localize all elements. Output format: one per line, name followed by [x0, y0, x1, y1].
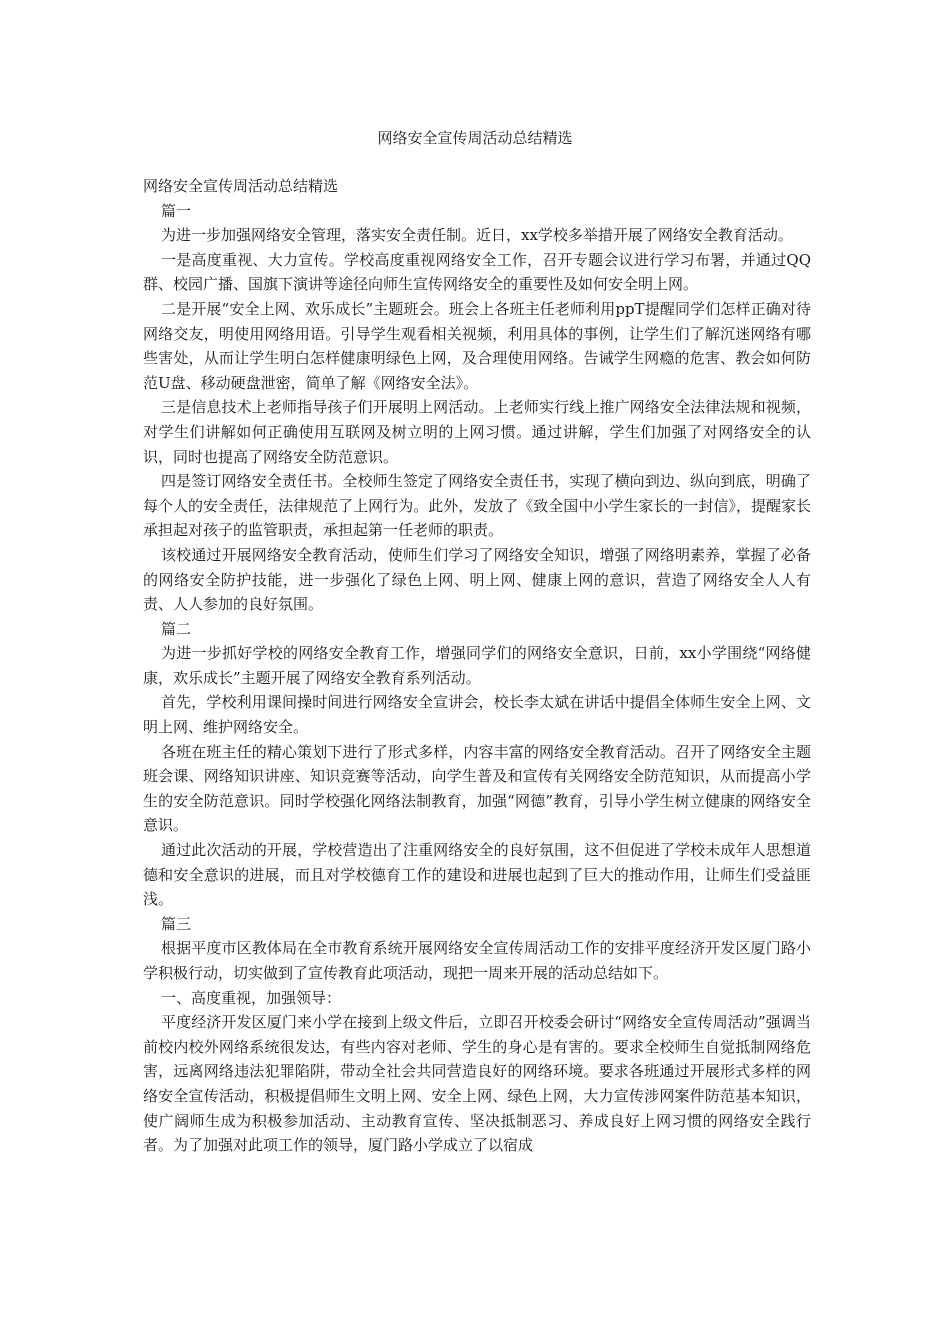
- document-title: 网络安全宣传周活动总结精选: [377, 129, 573, 147]
- paragraph: 三是信息技术上老师指导孩子们开展明上网活动。上老师实行线上推广网络安全法律法规和视频，对学生们讲解如何正确使用互联网及树立明的上网习惯。通过讲解，学生们加强了对网络安全的认识，同时也提高了网络安全防范意识。: [143, 398, 811, 466]
- paragraph: 二是开展“安全上网、欢乐成长”主题班会。班会上各班主任老师利用ppT提醒同学们怎样正确对待网络交友，明使用网络用语。引导学生观看相关视频，利用具体的事例，让学生们了解沉迷网络有哪些害处，从而让学生明白怎样健康明绿色上网，及合理使用网络。告诫学生网瘾的危害、教会如何防范U盘、移动硬盘泄密，简单了解《网络安全法》。: [143, 299, 811, 392]
- paragraph: 根据平度市区教体局在全市教育系统开展网络安全宣传周活动工作的安排平度经济开发区厦门路小学积极行动，切实做到了宣传教育此项活动，现把一周来开展的活动总结如下。: [143, 939, 811, 982]
- document-body: [143, 174, 811, 1158]
- paragraph: 通过此次活动的开展，学校营造出了注重网络安全的良好氛围，这不但促进了学校未成年人思想道德和安全意识的进展，而且对学校德育工作的建设和进展也起到了巨大的推动作用，让师生们受益匪浅。: [143, 841, 811, 909]
- paragraph: 一是高度重视、大力宣传。学校高度重视网络安全工作，召开专题会议进行学习布署，并通过QQ群、校园广播、国旗下演讲等途径向师生宣传网络安全的重要性及如何安全明上网。: [143, 250, 811, 294]
- paragraph: 各班在班主任的精心策划下进行了形式多样，内容丰富的网络安全教育活动。召开了网络安全主题班会课、网络知识讲座、知识竞赛等活动，向学生普及和宣传有关网络安全防范知识，从而提高小学生的安全防范意识。同时学校强化网络法制教育，加强“网德”教育，引导小学生树立健康的网络安全意识。: [143, 742, 811, 835]
- section-heading-3: 篇三: [161, 914, 192, 933]
- paragraph: 平度经济开发区厦门来小学在接到上级文件后，立即召开校委会研讨“网络安全宣传周活动”强调当前校内校外网络系统很发达，有些内容对老师、学生的身心是有害的。要求全校师生自觉抵制网络危害，远离网络违法犯罪陷阱，带动全社会共同营造良好的网络环境。要求各班通过开展形式多样的网络安全宣传活动，积极提倡师生文明上网、安全上网、绿色上网，大力宣传涉网案件防范基本知识，使广阔师生成为积极参加活动、主动教育宣传、坚决抵制恶习、养成良好上网习惯的网络安全践行者。为了加强对此项工作的领导，厦门路小学成立了以宿成: [143, 1013, 811, 1155]
- paragraph: 为进一步加强网络安全管理，落实安全责任制。近日，xx学校多举措开展了网络安全教育活动。: [161, 226, 793, 245]
- subsection-heading: 一、高度重视，加强领导：: [161, 988, 342, 1007]
- document-subtitle: 网络安全宣传周活动总结精选: [143, 177, 339, 195]
- section-heading-2: 篇二: [161, 619, 192, 638]
- paragraph: 为进一步抓好学校的网络安全教育工作，增强同学们的网络安全意识，日前，xx小学围绕“网络健康，欢乐成长”主题开展了网络安全教育系列活动。: [143, 644, 811, 687]
- paragraph: 首先，学校利用课间操时间进行网络安全宣讲会，校长李太斌在讲话中提倡全体师生安全上网、文明上网、维护网络安全。: [143, 693, 811, 737]
- section-heading-1: 篇一: [161, 201, 192, 220]
- paragraph: 四是签订网络安全责任书。全校师生签定了网络安全责任书，实现了横向到边、纵向到底，明确了每个人的安全责任，法律规范了上网行为。此外，发放了《致全国中小学生家长的一封信》，提醒家长承担起对孩子的监管职责，承担起第一任老师的职责。: [143, 472, 811, 540]
- paragraph: 该校通过开展网络安全教育活动，使师生们学习了网络安全知识，增强了网络明素养，掌握了必备的网络安全防护技能，进一步强化了绿色上网、明上网、健康上网的意识，营造了网络安全人人有责、人人参加的良好氛围。: [143, 545, 811, 614]
